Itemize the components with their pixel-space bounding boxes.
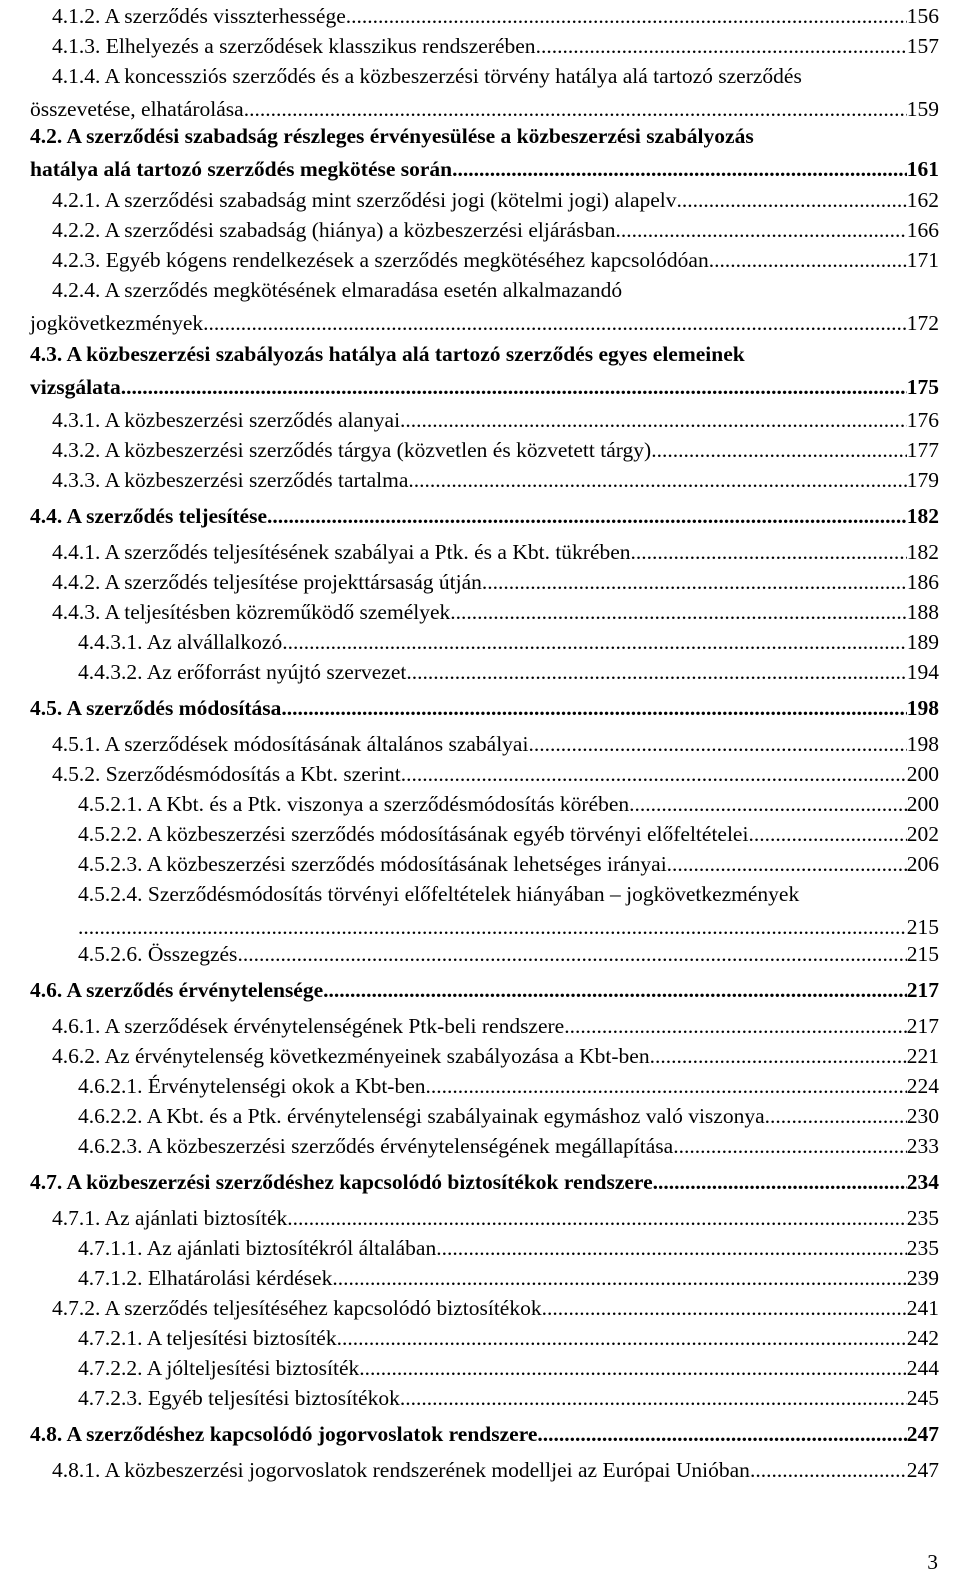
toc-entry-title: 4.4.3. A teljesítésben közreműködő személyek [52,600,451,624]
dot-leader [650,1040,907,1073]
toc-entry-page: 234 [906,1170,939,1194]
toc-entry-page: 247 [906,1422,939,1446]
toc-entry-title: 4.4.3.1. Az alvállalkozó [78,630,283,654]
dot-leader [203,307,907,340]
toc-entry-line [30,1454,939,1487]
toc-entry-line [30,536,939,569]
toc-entry-page: 242 [906,1326,939,1350]
toc-entry[interactable] [30,818,939,851]
toc-entry-title: 4.6.1. A szerződések érvénytelenségének Ptk-beli rendszere [52,1014,565,1038]
toc-entry[interactable] [30,938,939,971]
dot-leader [616,214,907,247]
toc-entry-title: 4.5. A szerződés módosítása [30,696,282,720]
toc-entry-page: 194 [906,660,939,684]
toc-entry-title: 4.6.2.1. Érvénytelenségi okok a Kbt-ben [78,1074,426,1098]
toc-entry-line [30,464,939,497]
dot-leader [401,758,907,791]
dot-leader [651,434,907,467]
toc-entry-title: 4.1.3. Elhelyezés a szerződések klasszikus rendszerében [52,34,536,58]
toc-entry[interactable] [30,1040,939,1073]
toc-entry-title: 4.2.1. A szerződési szabadság mint szerződési jogi (kötelmi jogi) alapelv [52,188,677,212]
toc-entry-line [30,728,939,761]
dot-leader [337,1322,907,1355]
dot-leader [677,184,907,217]
toc-entry-title: 4.7.2.3. Egyéb teljesítési biztosítékok [78,1386,400,1410]
dot-leader [400,1382,907,1415]
toc-entry-line [30,788,939,821]
toc-entry-title: összevetése, elhatárolása [30,97,244,121]
toc-entry-title: 4.7.2. A szerződés teljesítéséhez kapcsolódó biztosítékok [52,1296,542,1320]
dot-leader [564,1010,907,1043]
toc-entry-line [30,1292,939,1325]
toc-entry[interactable] [30,692,939,725]
toc-entry-page: 217 [906,1014,939,1038]
toc-entry-line [30,1166,939,1199]
dot-leader [121,371,907,404]
dot-leader [631,536,907,569]
toc-entry-title-line: 4.1.4. A koncessziós szerződés és a közbeszerzési törvény hatálya alá tartozó szerződés [52,64,802,88]
dot-leader [359,1352,906,1385]
toc-entry-page: 159 [906,97,939,121]
toc-entry-page: 202 [906,822,939,846]
toc-entry[interactable] [30,274,939,340]
dot-leader [542,1292,907,1325]
toc-entry[interactable] [30,1070,939,1103]
toc-entry-title: 4.3.1. A közbeszerzési szerződés alanyai [52,408,401,432]
toc-entry-title: 4.3.3. A közbeszerzési szerződés tartalma [52,468,409,492]
toc-entry-line [30,307,939,340]
toc-entry-title: 4.1.2. A szerződés visszterhessége [52,4,346,28]
toc-entry-line [30,692,939,725]
toc-entry-page: 176 [906,408,939,432]
toc-entry-title-line: 4.2.4. A szerződés megkötésének elmaradása esetén alkalmazandó [52,278,623,302]
toc-entry-line [30,1100,939,1133]
toc-entry-title: jogkövetkezmények [30,311,204,335]
dot-leader [452,153,907,186]
dot-leader [237,938,906,971]
toc-entry-page: 247 [906,1458,939,1482]
toc-entry-title-line: 4.2. A szerződési szabadság részleges érvényesülése a közbeszerzési szabályozás [30,124,754,148]
toc-entry-line [30,1202,939,1235]
toc-entry-page: 162 [906,188,939,212]
toc-entry-page: 166 [906,218,939,242]
toc-entry[interactable] [30,848,939,881]
dot-leader [765,1100,907,1133]
toc-entry-page: 221 [906,1044,939,1068]
toc-entry-line [30,1130,939,1163]
dot-leader [267,500,907,533]
toc-entry-title: 4.6.2. Az érvénytelenség következményeinek szabályozása a Kbt-ben [52,1044,650,1068]
toc-entry-line [30,1232,939,1265]
toc-entry-page: 230 [906,1104,939,1128]
toc-entry-title: 4.7. A közbeszerzési szerződéshez kapcsolódó biztosítékok rendszere [30,1170,653,1194]
toc-entry-title: 4.8. A szerződéshez kapcsolódó jogorvoslatok rendszere [30,1422,538,1446]
toc-entry[interactable] [30,626,939,659]
toc-entry[interactable] [30,30,939,63]
toc-entry[interactable] [30,338,939,404]
toc-entry-page: 215 [906,915,939,939]
toc-entry[interactable] [30,536,939,569]
toc-entry-line [30,656,939,689]
toc-entry[interactable] [30,404,939,437]
dot-leader [406,656,906,689]
toc-entry-title: 4.4.1. A szerződés teljesítésének szabályai a Ptk. és a Kbt. tükrében [52,540,631,564]
toc-entry-line [30,596,939,629]
toc-entry-title: 4.7.1.2. Elhatárolási kérdések [78,1266,333,1290]
toc-entry[interactable] [30,0,939,33]
toc-entry-line [30,434,939,467]
toc-entry[interactable] [30,1292,939,1325]
toc-entry-title: 4.5.1. A szerződések módosításának általános szabályai [52,732,529,756]
dot-leader [332,1262,906,1295]
dot-leader [282,626,907,659]
toc-entry-line [30,1382,939,1415]
toc-entry[interactable] [30,974,939,1007]
toc-entry-page: 200 [906,792,939,816]
toc-entry[interactable] [30,214,939,247]
toc-entry[interactable] [30,1322,939,1355]
toc-entry[interactable] [30,1010,939,1043]
dot-leader [281,692,906,725]
toc-entry-page: 172 [906,311,939,335]
toc-entry[interactable] [30,1202,939,1235]
dot-leader [536,30,907,63]
page-number: 3 [927,1550,938,1574]
toc-entry-line [30,1322,939,1355]
toc-entry-page: 182 [906,504,939,528]
toc-entry[interactable] [30,500,939,533]
toc-entry-line [30,244,939,277]
toc-entry-page: 233 [906,1134,939,1158]
toc-entry-line [30,184,939,217]
toc-entry[interactable] [30,464,939,497]
toc-entry-line [30,1010,939,1043]
toc-entry-title: 4.6.2.3. A közbeszerzési szerződés érvénytelenségének megállapítása [78,1134,674,1158]
toc-entry[interactable] [30,1454,939,1487]
dot-leader [287,1202,906,1235]
toc-entry-title: hatálya alá tartozó szerződés megkötése során [30,157,453,181]
toc-entry-page: 171 [906,248,939,272]
toc-entry-page: 235 [906,1236,939,1260]
toc-entry-line [30,626,939,659]
toc-entry-page: 198 [906,732,939,756]
toc-entry-line [30,974,939,1007]
toc-entry-page: 182 [906,540,939,564]
toc-entry-page: 177 [906,438,939,462]
toc-entry-title: 4.7.2.1. A teljesítési biztosíték [78,1326,337,1350]
dot-leader [629,788,907,821]
dot-leader [450,596,906,629]
toc-entry[interactable] [30,788,939,821]
dot-leader [408,464,906,497]
toc-entry[interactable] [30,728,939,761]
toc-entry[interactable] [30,434,939,467]
toc-entry-title: 4.5.2.1. A Kbt. és a Ptk. viszonya a szerződésmódosítás körében [78,792,630,816]
dot-leader [528,728,906,761]
dot-leader [537,1418,906,1451]
toc-entry-line [30,404,939,437]
toc-entry-page: 188 [906,600,939,624]
toc-entry-page: 217 [906,978,939,1002]
toc-entry-page: 198 [906,696,939,720]
toc-entry-title: 4.7.1.1. Az ajánlati biztosítékról általában [78,1236,437,1260]
toc-entry-line [30,30,939,63]
toc-entry[interactable] [30,878,939,944]
dot-leader [667,848,907,881]
toc-entry-title: 4.8.1. A közbeszerzési jogorvoslatok rendszerének modelljei az Európai Unióban [52,1458,750,1482]
toc-entry-title: 4.7.1. Az ajánlati biztosíték [52,1206,288,1230]
dot-leader [426,1070,907,1103]
toc-entry-page: 200 [906,762,939,786]
toc-entry[interactable] [30,1130,939,1163]
toc-entry-line [30,566,939,599]
toc-entry-page: 206 [906,852,939,876]
dot-leader [653,1166,907,1199]
toc-entry-title: 4.5.2.2. A közbeszerzési szerződés módosításának egyéb törvényi előfeltételei [78,822,749,846]
toc-entry-page: 189 [906,630,939,654]
toc-entry[interactable] [30,1166,939,1199]
toc-entry[interactable] [30,184,939,217]
toc-entry-line [30,1352,939,1385]
toc-entry[interactable] [30,566,939,599]
toc-entry-line [30,758,939,791]
toc-entry-title: 4.7.2.2. A jólteljesítési biztosíték [78,1356,360,1380]
toc-entry-page: 235 [906,1206,939,1230]
toc-entry-page: 179 [906,468,939,492]
toc-entry[interactable] [30,1352,939,1385]
toc-entry-page: 244 [906,1356,939,1380]
toc-entry[interactable] [30,1100,939,1133]
toc-entry-title-line: 4.5.2.4. Szerződésmódosítás törvényi előfeltételek hiányában – jogkövetkezmények [78,882,800,906]
toc-entry[interactable] [30,1382,939,1415]
toc-entry-line [30,0,939,33]
toc-entry-line [30,1262,939,1295]
dot-leader [482,566,907,599]
toc-entry-page: 224 [906,1074,939,1098]
toc-entry-title: vizsgálata [30,375,121,399]
toc-entry-title: 4.2.2. A szerződési szabadság (hiánya) a közbeszerzési eljárásban [52,218,616,242]
toc-entry-title: 4.5.2.3. A közbeszerzési szerződés módosításának lehetséges irányai [78,852,667,876]
toc-entry-title: 4.6.2.2. A Kbt. és a Ptk. érvénytelenségi szabályainak egymáshoz való viszonya [78,1104,765,1128]
dot-leader [436,1232,907,1265]
toc-entry[interactable] [30,1232,939,1265]
toc-entry[interactable] [30,120,939,186]
dot-leader [400,404,907,437]
dot-leader [673,1130,907,1163]
toc-entry[interactable] [30,1262,939,1295]
toc-entry-title: 4.2.3. Egyéb kógens rendelkezések a szerződés megkötéséhez kapcsolódóan [52,248,709,272]
toc-entry[interactable] [30,758,939,791]
toc-entry-title: 4.5.2.6. Összegzés [78,942,238,966]
toc-entry-line [30,1418,939,1451]
toc-entry-line [30,1070,939,1103]
toc-entry-page: 161 [906,157,939,181]
dot-leader [346,0,907,33]
dot-leader [323,974,907,1007]
dot-leader [750,1454,907,1487]
toc-entry-line [30,938,939,971]
toc-entry-line [30,214,939,247]
toc-entry[interactable] [30,656,939,689]
toc-entry-page: 245 [906,1386,939,1410]
toc-entry-line [30,818,939,851]
toc-entry-title: 4.5.2. Szerződésmódosítás a Kbt. szerint [52,762,401,786]
toc-entry-title: 4.4. A szerződés teljesítése [30,504,268,528]
toc-entry-title-line: 4.3. A közbeszerzési szabályozás hatálya alá tartozó szerződés egyes elemeinek [30,342,745,366]
toc-entry-title: 4.4.3.2. Az erőforrást nyújtó szervezet [78,660,407,684]
toc-entry-title: 4.3.2. A közbeszerzési szerződés tárgya (közvetlen és közvetett tárgy) [52,438,652,462]
dot-leader [748,818,906,851]
toc-entry[interactable] [30,60,939,126]
toc-entry-title: 4.4.2. A szerződés teljesítése projekttársaság útján [52,570,482,594]
toc-entry-line [30,1040,939,1073]
toc-entry-page: 215 [906,942,939,966]
toc-entry-page: 156 [906,4,939,28]
toc-entry-title: 4.6. A szerződés érvénytelensége [30,978,324,1002]
toc-entry[interactable] [30,596,939,629]
toc-entry-line [30,371,939,404]
toc-entry-page: 157 [906,34,939,58]
toc-entry-page: 241 [906,1296,939,1320]
toc-entry[interactable] [30,244,939,277]
toc-entry-page: 239 [906,1266,939,1290]
toc-entry-line [30,500,939,533]
toc-entry-line [30,848,939,881]
toc-entry-line [30,153,939,186]
toc-entry[interactable] [30,1418,939,1451]
dot-leader [709,244,907,277]
toc-entry-page: 175 [906,375,939,399]
toc-entry-page: 186 [906,570,939,594]
